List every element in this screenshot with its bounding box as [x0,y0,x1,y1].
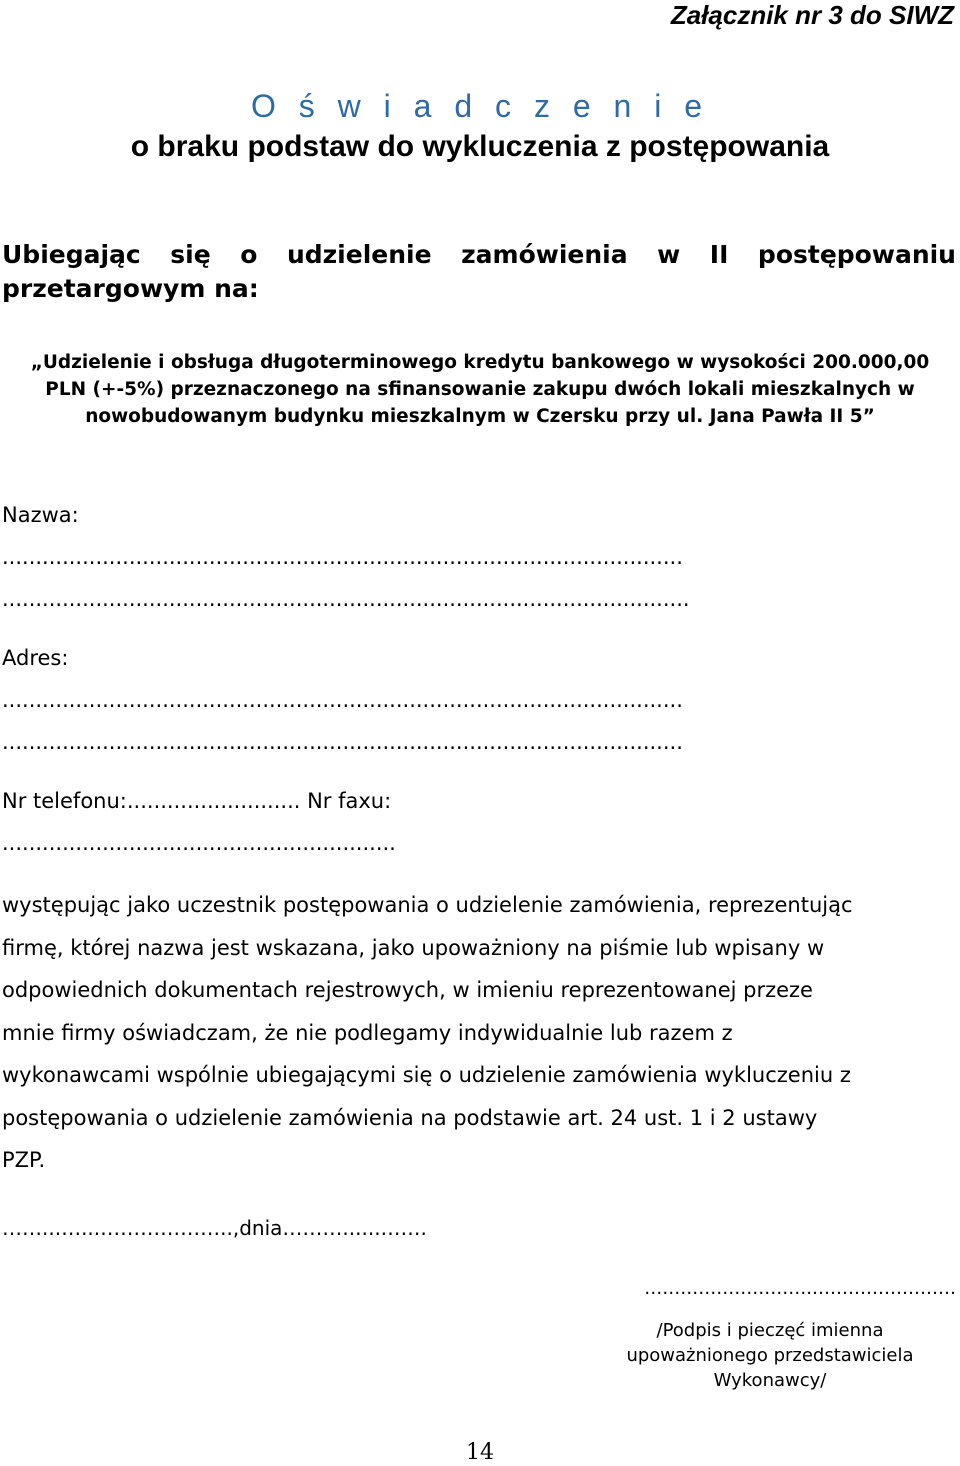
bid-word: II [709,240,729,269]
address-label: Adres: [2,646,69,670]
name-field-line[interactable]: ....................................................................................................... [2,587,690,611]
annex-label: Załącznik nr 3 do SIWZ [670,0,954,30]
place-date-line[interactable]: ……...…...………………..,dnia………......……. [2,1216,427,1240]
phone-fax-line[interactable]: Nr telefonu:.......................... Nr faxu: [2,789,392,813]
statement-line: wykonawcami wspólnie ubiegającymi się o udzielenie zamówienia wykluczeniu z [2,1063,851,1087]
document-subtitle: o braku podstaw do wykluczenia z postępowania [130,130,830,163]
bid-word: zamówienia [461,240,628,269]
bid-word: w [657,240,681,269]
signature-caption-line: Wykonawcy/ [713,1370,827,1391]
address-field-line[interactable]: ...................................................................................................... [2,688,683,712]
statement-line: PZP. [2,1148,46,1172]
bid-word: postępowaniu [757,240,956,269]
bid-intro-line [2,240,956,269]
subject-line: „Udzielenie i obsługa długoterminowego kredytu bankowego w wysokości 200.000,00 [30,352,930,373]
signature-caption-line: /Podpis i pieczęć imienna [656,1320,884,1341]
bid-word: udzielenie [286,240,432,269]
statement-line: występując jako uczestnik postępowania o udzielenie zamówienia, reprezentując [2,893,853,917]
bid-intro-continuation: przetargowym na: [2,274,259,303]
statement-line: odpowiednich dokumentach rejestrowych, w imieniu reprezentowanej przeze [2,978,813,1002]
signature-caption [610,1318,930,1393]
address-field-line[interactable]: ...................................................................................................... [2,730,683,754]
subject-line: nowobudowanym budynku mieszkalnym w Czersku przy ul. Jana Pawła II 5” [85,406,875,427]
fax-field-line[interactable]: ........................................................... [2,831,396,855]
signature-line[interactable]: ……………………….…………………… [644,1278,956,1299]
name-field-line[interactable]: ...................................................................................................... [2,545,683,569]
statement-line: firmę, której nazwa jest wskazana, jako upoważniony na piśmie lub wpisany w [2,935,825,960]
statement-line: mnie firmy oświadczam, że nie podlegamy indywidualnie lub razem z [2,1020,733,1045]
statement-text [2,884,958,1182]
bid-word: Ubiegając [2,240,141,269]
subject-line: PLN (+-5%) przeznaczonego na sfinansowanie zakupu dwóch lokali mieszkalnych w [45,379,915,400]
document-title: O ś w i a d c z e n i e [251,88,709,124]
tender-subject [0,349,960,430]
page-number: 14 [466,1440,494,1465]
name-label: Nazwa: [2,503,79,527]
statement-line: postępowania o udzielenie zamówienia na podstawie art. 24 ust. 1 i 2 ustawy [2,1105,818,1130]
signature-caption-line: upoważnionego przedstawiciela [626,1345,914,1366]
bid-word: się [170,240,211,269]
bid-word: o [240,240,258,269]
